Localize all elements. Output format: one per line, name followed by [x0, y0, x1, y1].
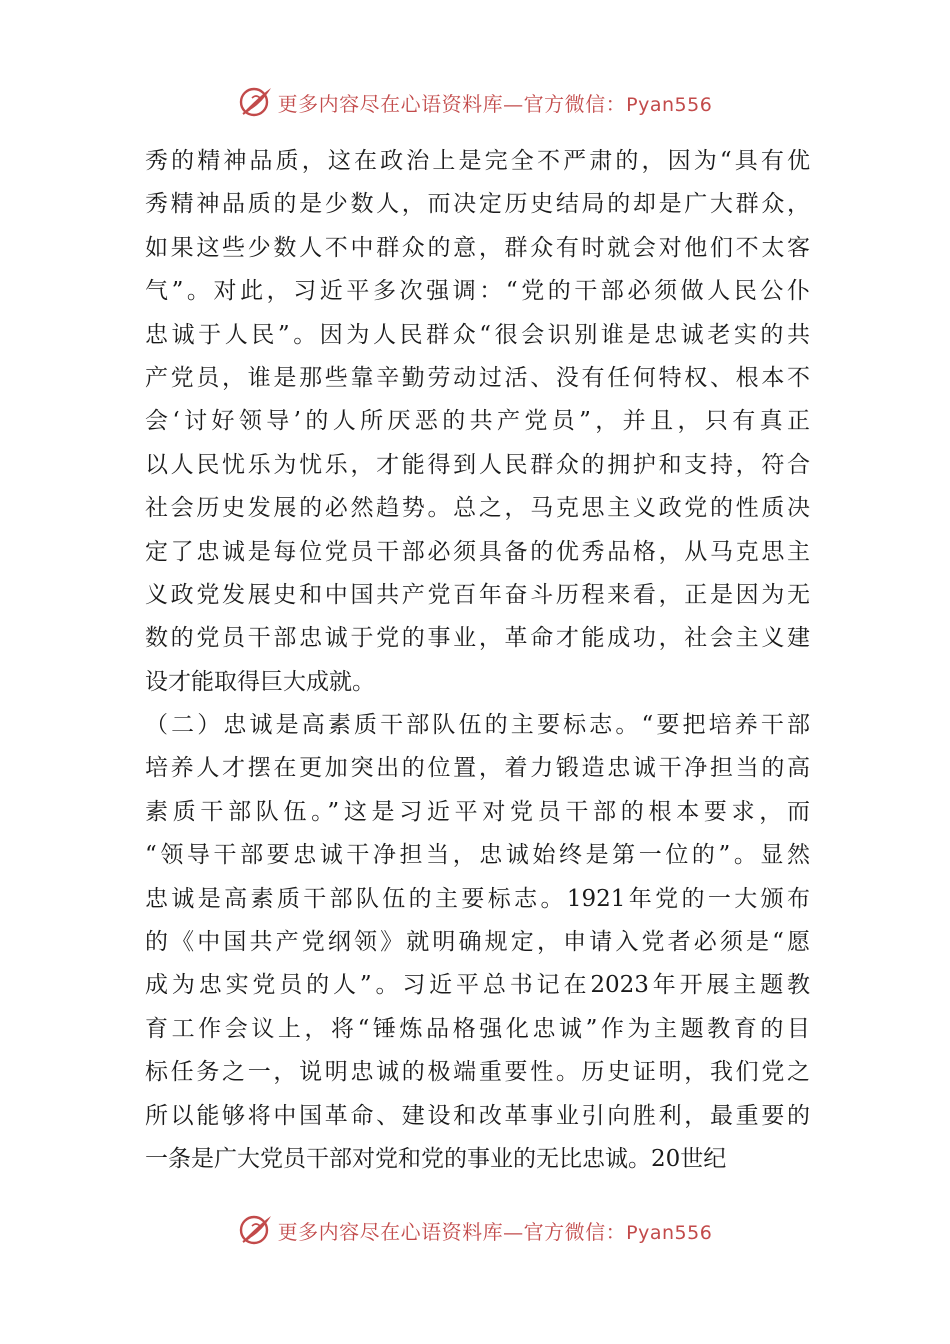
paragraph-line: 忠诚于人民”。因为人民群众“很会识别谁是忠诚老实的共: [145, 321, 810, 348]
paragraph-line: 如果这些少数人不中群众的意，群众有时就会对他们不太客: [145, 234, 810, 261]
paragraph-line: 的《中国共产党纲领》就明确规定，申请入党者必须是“愿: [145, 929, 810, 956]
banner-slogan: 更多内容尽在心语资料库—官方微信：: [277, 1219, 627, 1244]
paragraph-line: 义政党发展史和中国共产党百年奋斗历程来看，正是因为无: [145, 581, 810, 608]
paragraph-line: 秀的精神品质，这在政治上是完全不严肃的，因为“具有优: [145, 148, 810, 174]
document-body: [145, 140, 810, 1181]
banner-wechat-id: Pyan556: [626, 1221, 713, 1244]
paragraph-line: 培养人才摆在更加突出的位置，着力锻造忠诚干净担当的高: [145, 755, 810, 782]
paragraph-line: 一条是广大党员干部对党和党的事业的无比忠诚。20世纪: [145, 1145, 727, 1172]
paragraph-line: 定了忠诚是每位党员干部必须具备的优秀品格，从马克思主: [145, 538, 810, 565]
banner-wechat-id: Pyan556: [626, 93, 713, 116]
paragraph-line: 设才能取得巨大成就。: [145, 668, 375, 695]
paragraph-line: 气”。对此，习近平多次强调：“党的干部必须做人民公仆: [145, 278, 810, 305]
quill-logo-icon: [238, 84, 274, 120]
paragraph-line: （二）忠诚是高素质干部队伍的主要标志。“要把培养干部: [145, 712, 810, 739]
paragraph-line: 以人民忧乐为忧乐，才能得到人民群众的拥护和支持，符合: [145, 451, 810, 478]
banner-text: [278, 88, 713, 117]
paragraph-line: 育工作会议上，将“锤炼品格强化忠诚”作为主题教育的目: [145, 1015, 810, 1042]
paragraph-line: 忠诚是高素质干部队伍的主要标志。1921年党的一大颁布: [145, 885, 810, 912]
banner-slogan: 更多内容尽在心语资料库—官方微信：: [277, 91, 627, 116]
paragraph-line: 产党员，谁是那些靠辛勤劳动过活、没有任何特权、根本不: [145, 364, 810, 391]
paragraph-line: 所以能够将中国革命、建设和改革事业引向胜利，最重要的: [145, 1102, 810, 1129]
header-banner: [0, 82, 950, 122]
paragraph-line: 标任务之一，说明忠诚的极端重要性。历史证明，我们党之: [145, 1059, 810, 1086]
paragraph-line: “领导干部要忠诚干净担当，忠诚始终是第一位的”。显然: [145, 842, 810, 869]
paragraph-line: 社会历史发展的必然趋势。总之，马克思主义政党的性质决: [145, 495, 810, 522]
quill-logo-icon: [238, 1212, 274, 1248]
banner-text: [278, 1216, 713, 1245]
paragraph-line: 秀精神品质的是少数人，而决定历史结局的却是广大群众，: [145, 191, 810, 218]
footer-banner: [0, 1210, 950, 1250]
paragraph-line: 数的党员干部忠诚于党的事业，革命才能成功，社会主义建: [145, 625, 810, 652]
paragraph-line: 会‘讨好领导’的人所厌恶的共产党员”，并且，只有真正: [145, 408, 810, 435]
paragraph-line: 成为忠实党员的人”。习近平总书记在2023年开展主题教: [145, 972, 810, 999]
paragraph-line: 素质干部队伍。”这是习近平对党员干部的根本要求，而: [145, 798, 810, 825]
